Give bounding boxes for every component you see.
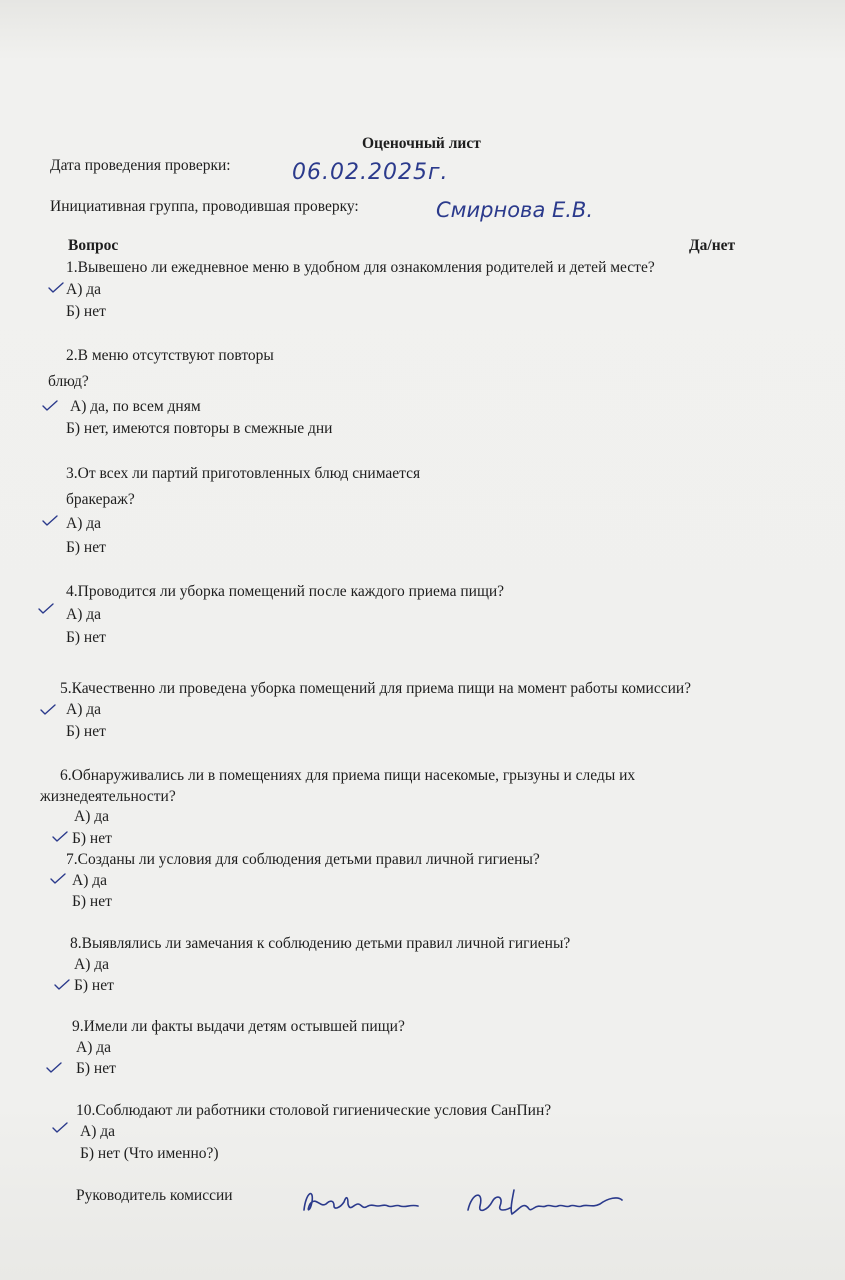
question-8-option-a: А) да — [74, 956, 109, 973]
date-value: 06.02.2025г. — [292, 160, 449, 185]
question-2-check-icon — [42, 400, 58, 412]
question-1-option-b: Б) нет — [66, 303, 106, 320]
question-2-option-b: Б) нет, имеются повторы в смежные дни — [66, 420, 333, 437]
question-9-check-icon — [46, 1062, 62, 1074]
column-header-answer: Да/нет — [689, 237, 736, 254]
question-10-text: 10.Соблюдают ли работники столовой гигиенические условия СанПин? — [76, 1102, 552, 1119]
signature-2 — [462, 1180, 632, 1222]
question-9-text: 9.Имели ли факты выдачи детям остывшей пищи? — [72, 1018, 405, 1035]
question-10-option-a: А) да — [80, 1123, 115, 1140]
question-1-option-a: А) да — [66, 281, 101, 298]
question-8-text: 8.Выявлялись ли замечания к соблюдению детьми правил личной гигиены? — [70, 935, 571, 952]
question-6-option-b: Б) нет — [72, 830, 112, 847]
question-4-check-icon — [38, 603, 54, 615]
question-9-option-b: Б) нет — [76, 1060, 116, 1077]
question-3-option-b: Б) нет — [66, 539, 106, 556]
signature-1 — [300, 1182, 425, 1220]
question-5-option-a: А) да — [66, 701, 101, 718]
question-7-option-b: Б) нет — [72, 893, 112, 910]
question-6-check-icon — [52, 831, 68, 843]
question-1-text: 1.Вывешено ли ежедневное меню в удобном для ознакомления родителей и детей месте? — [66, 259, 655, 276]
commission-head-label: Руководитель комиссии — [76, 1187, 233, 1204]
question-3-check-icon — [42, 515, 58, 527]
column-header-question: Вопрос — [68, 237, 119, 254]
question-7-option-a: А) да — [72, 872, 107, 889]
question-4-option-b: Б) нет — [66, 629, 106, 646]
question-7-text: 7.Созданы ли условия для соблюдения детьми правил личной гигиены? — [66, 851, 540, 868]
question-6-text: 6.Обнаруживались ли в помещениях для приема пищи насекомые, грызуны и следы их — [60, 767, 636, 784]
question-8-option-b: Б) нет — [74, 977, 114, 994]
group-value: Смирнова Е.В. — [436, 198, 594, 222]
question-10-option-b: Б) нет (Что именно?) — [80, 1145, 219, 1162]
question-5-check-icon — [40, 704, 56, 716]
question-6-option-a: А) да — [74, 808, 109, 825]
question-6-text-continued: жизнедеятельности? — [40, 788, 176, 805]
question-2-text-continued: блюд? — [48, 373, 89, 390]
question-4-text: 4.Проводится ли уборка помещений после каждого приема пищи? — [66, 583, 505, 600]
date-label: Дата проведения проверки: — [50, 157, 231, 174]
question-9-option-a: А) да — [76, 1039, 111, 1056]
question-7-check-icon — [50, 873, 66, 885]
question-5-text: 5.Качественно ли проведена уборка помещений для приема пищи на момент работы комиссии? — [60, 680, 692, 697]
question-5-option-b: Б) нет — [66, 723, 106, 740]
document-title: Оценочный лист — [362, 135, 481, 152]
question-4-option-a: А) да — [66, 606, 101, 623]
question-10-check-icon — [52, 1122, 68, 1134]
question-1-check-icon — [48, 282, 64, 294]
question-2-option-a: А) да, по всем дням — [70, 398, 201, 415]
question-8-check-icon — [54, 979, 70, 991]
question-3-option-a: А) да — [66, 515, 101, 532]
question-3-text-continued: бракераж? — [66, 491, 135, 508]
group-label: Инициативная группа, проводившая проверку: — [50, 198, 359, 215]
question-3-text: 3.От всех ли партий приготовленных блюд снимается — [66, 465, 421, 482]
question-2-text: 2.В меню отсутствуют повторы — [66, 347, 274, 364]
